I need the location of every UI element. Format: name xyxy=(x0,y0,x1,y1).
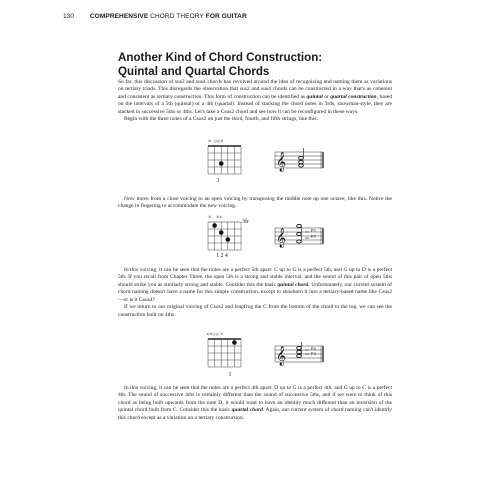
finger-dot xyxy=(226,237,231,242)
book-title-part-1: COMPREHENSIVE xyxy=(89,13,149,20)
string-markers: ××○○ × xyxy=(206,332,224,338)
fingering-label: 1 xyxy=(228,372,232,378)
interval-label: P5 xyxy=(311,228,316,233)
interval-labels xyxy=(311,228,316,240)
note xyxy=(297,346,302,349)
note xyxy=(299,164,304,167)
note xyxy=(297,240,302,243)
note xyxy=(297,232,302,235)
finger-dot xyxy=(219,161,224,166)
intro-text-c: , based on the intervals of a 5th (quintal) or a 4th (quartal). Instead of stacking the chord notes in 3rds, snowman-style, they are stacked in successive 5ths or 4ths. Let's take a Csus2 chord and see how it can be reconfigured in these ways. xyxy=(118,93,392,115)
finger-dot xyxy=(212,223,217,228)
finger-dot xyxy=(219,230,224,235)
quintal-text-a: In this voicing, it can be seen that the notes are a perfect 5th apart: C up to G is a perfect 5th, and G up to D is a perfect 5th. If you recall from Chapter Three, the open 5th is a strong and stable interval, and the sound of this pair of open 5ths should strike you as similarly strong and stable. Consider this the basic xyxy=(118,267,392,288)
book-title-part-3: FOR GUITAR xyxy=(205,13,247,20)
string-markers: × ×× xyxy=(208,215,223,221)
interval-labels xyxy=(311,346,316,356)
quintal-paragraph xyxy=(118,267,392,319)
term-quintal: quintal xyxy=(306,93,323,100)
staff-notation xyxy=(275,222,345,252)
treble-clef: 𝄞 xyxy=(276,346,287,366)
open-voicing-paragraph: Now move from a close voicing to an open voicing by transposing the middle note up one octave, like this. Notice the change in fingering to accommodate the new voicing. xyxy=(118,196,392,210)
quartal-text-a: In this voicing, it can be seen that the notes are a perfect 4th apart: D up to G is a perfect 4th, and G up to C is a perfect 4th. The sound of successive 4ths is certainly different than the sound of successive 5ths, and if we were to think of this chord as being built upwards from the note D, it would want to have an identity much different than an inversion of the quintal chord built from C. Consider this the basic xyxy=(118,385,392,414)
string-markers: × ○○× xyxy=(208,139,224,145)
note xyxy=(297,354,302,357)
finger-dot xyxy=(232,340,237,345)
fingering-label: 3 xyxy=(216,178,220,184)
term-quartal-construction: quartal construction xyxy=(330,93,377,100)
term-quartal-chord: quartal chord xyxy=(231,407,263,414)
running-header xyxy=(63,13,247,20)
chord-diagram xyxy=(205,221,247,257)
quintal-text-b: . Unfortunately, our current system of chord naming doesn't have a name for this simple construction, except to shoehorn it into a tertiary-based name like Csus2—or is it Gsus4? xyxy=(118,281,392,303)
fret-label: 3fr xyxy=(242,219,249,225)
interval-label: P4 xyxy=(311,351,316,356)
staff-notation xyxy=(275,340,345,370)
intro-paragraph xyxy=(118,79,392,124)
treble-clef: 𝄞 xyxy=(276,228,287,248)
chord-diagram xyxy=(205,145,247,181)
treble-clef: 𝄞 xyxy=(276,152,287,172)
chord-diagram xyxy=(205,338,247,374)
section-title-line-1: Another Kind of Chord Construction: xyxy=(118,51,323,64)
note xyxy=(297,350,302,353)
intro-paragraph-2: Begin with the three notes of a Csus2 on just the third, fourth, and fifth strings, like this: xyxy=(124,116,319,123)
interval-label: P4 xyxy=(311,346,316,351)
intro-text-b: or xyxy=(322,93,331,100)
interval-label: P5 xyxy=(311,234,316,239)
fingering-label: 1 2 4 xyxy=(216,253,228,259)
note xyxy=(299,156,304,159)
leapfrog-paragraph: If we return to our original voicing of Csus2 and leapfrog the C from the bottom of the chord to the top, we can see the construction built on 4ths. xyxy=(118,304,392,318)
staff-notation xyxy=(275,146,335,176)
term-quintal-chord: quintal chord xyxy=(277,281,309,288)
section-title xyxy=(118,51,418,78)
quartal-text-b: . Again, our current system of chord naming can't identify this chord except as a variation on a tertiary construction. xyxy=(118,407,392,421)
book-title-part-2: CHORD THEORY xyxy=(150,13,204,20)
section-title-line-2: Quintal and Quartal Chords xyxy=(118,64,270,78)
quartal-paragraph xyxy=(118,385,392,422)
intro-text-a: So far, this discussion of sus2 and sus4 chords has revolved around the idea of recognizing and naming them as variations on tertiary triads. This disregards the observation that sus2 and sus4 chords can be constructed in a way that's as coherent and consistent as tertiary construction. This form of construction can be identified as xyxy=(118,79,392,100)
book-title xyxy=(90,13,247,20)
note xyxy=(299,160,304,163)
note xyxy=(297,224,302,227)
page-number: 130 xyxy=(63,13,75,20)
